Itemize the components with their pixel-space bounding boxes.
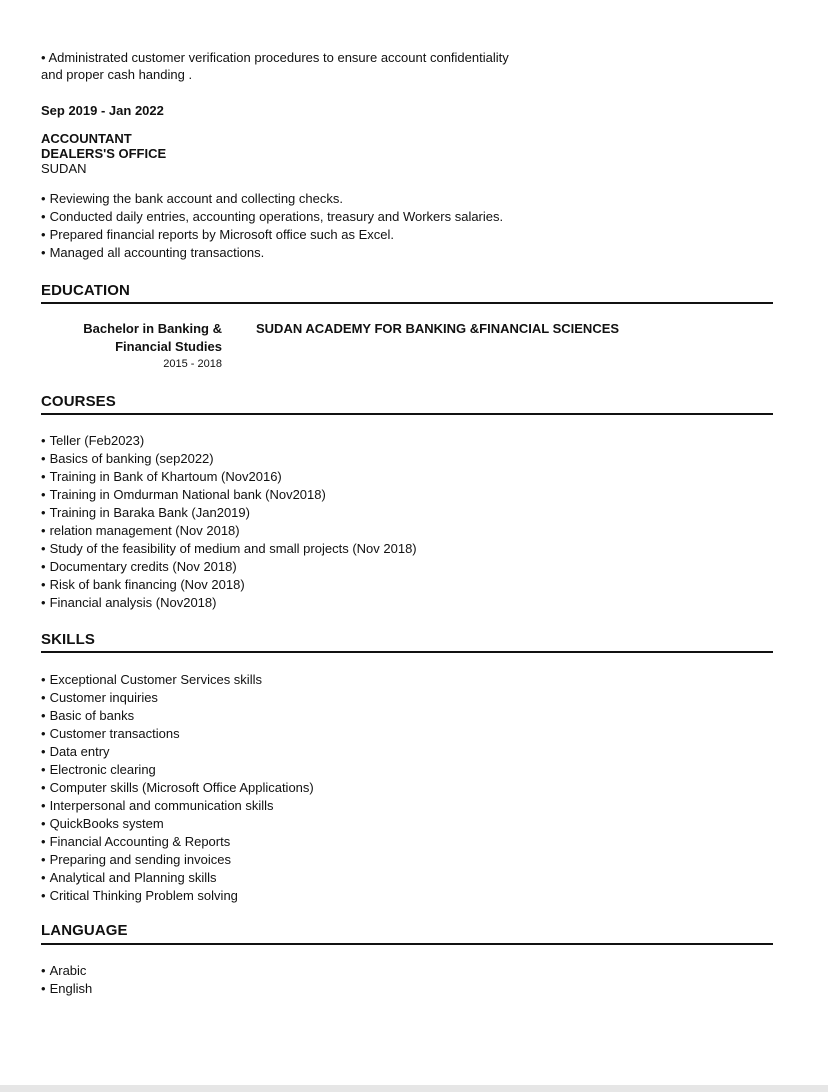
education-degree-line1: Bachelor in Banking &	[83, 321, 222, 336]
list-item: • Training in Omdurman National bank (Nov2018)	[41, 486, 417, 504]
education-school: SUDAN ACADEMY FOR BANKING &FINANCIAL SCIENCES	[256, 321, 620, 336]
list-item: • Arabic	[41, 962, 92, 980]
list-item: • Analytical and Planning skills	[41, 869, 314, 887]
list-item: • Training in Baraka Bank (Jan2019)	[41, 504, 417, 522]
list-item: • Study of the feasibility of medium and small projects (Nov 2018)	[41, 540, 417, 558]
experience-intro-bullet: • Administrated customer verification procedures to ensure account confidentiality	[41, 50, 509, 65]
list-item: • QuickBooks system	[41, 815, 314, 833]
list-item: • Critical Thinking Problem solving	[41, 887, 314, 905]
list-item: • Data entry	[41, 743, 314, 761]
list-item: • Basic of banks	[41, 707, 314, 725]
list-item: • Documentary credits (Nov 2018)	[41, 558, 417, 576]
courses-heading: COURSES	[41, 393, 116, 410]
language-list	[41, 962, 92, 998]
courses-list	[41, 432, 417, 612]
job-title: ACCOUNTANT	[41, 131, 132, 146]
list-item: • Financial analysis (Nov2018)	[41, 594, 417, 612]
list-item: • Electronic clearing	[41, 761, 314, 779]
language-heading: LANGUAGE	[41, 922, 128, 939]
job-location: SUDAN	[41, 161, 87, 176]
list-item: • English	[41, 980, 92, 998]
list-item: • Financial Accounting & Reports	[41, 833, 314, 851]
list-item: • Conducted daily entries, accounting operations, treasury and Workers salaries.	[41, 208, 503, 226]
list-item: • Managed all accounting transactions.	[41, 244, 503, 262]
education-years: 2015 - 2018	[163, 358, 222, 370]
page-bottom-edge	[0, 1085, 828, 1092]
experience-intro-line2: and proper cash handing .	[41, 67, 193, 82]
courses-divider	[41, 413, 773, 415]
list-item: • Exceptional Customer Services skills	[41, 671, 314, 689]
education-degree-line2: Financial Studies	[115, 339, 222, 354]
list-item: • Training in Bank of Khartoum (Nov2016)	[41, 468, 417, 486]
list-item: • Customer transactions	[41, 725, 314, 743]
education-heading: EDUCATION	[41, 282, 130, 299]
education-divider	[41, 302, 773, 304]
list-item: • Risk of bank financing (Nov 2018)	[41, 576, 417, 594]
list-item: • Basics of banking (sep2022)	[41, 450, 417, 468]
job-company: DEALERS'S OFFICE	[41, 146, 167, 161]
list-item: • relation management (Nov 2018)	[41, 522, 417, 540]
list-item: • Customer inquiries	[41, 689, 314, 707]
language-divider	[41, 943, 773, 945]
skills-list	[41, 671, 314, 905]
list-item: • Reviewing the bank account and collecting checks.	[41, 190, 503, 208]
skills-heading: SKILLS	[41, 631, 95, 648]
list-item: • Prepared financial reports by Microsoft office such as Excel.	[41, 226, 503, 244]
job-dates: Sep 2019 - Jan 2022	[41, 103, 164, 118]
job-bullet-list	[41, 190, 503, 262]
list-item: • Preparing and sending invoices	[41, 851, 314, 869]
experience-intro-line1: Administrated customer verification procedures to ensure account confidentiality	[48, 50, 509, 65]
list-item: • Teller (Feb2023)	[41, 432, 417, 450]
skills-divider	[41, 651, 773, 653]
list-item: • Interpersonal and communication skills	[41, 797, 314, 815]
list-item: • Computer skills (Microsoft Office Applications)	[41, 779, 314, 797]
